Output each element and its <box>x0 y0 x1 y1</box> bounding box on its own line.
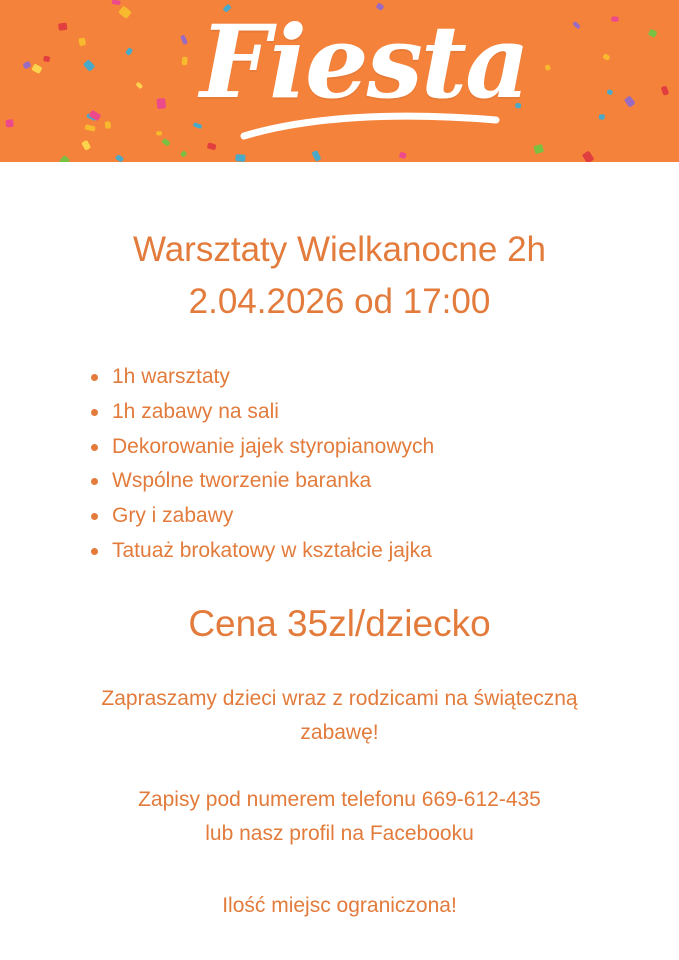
fiesta-logo <box>200 2 528 152</box>
confetti-piece <box>111 0 120 5</box>
bullet-icon <box>91 409 98 416</box>
confetti-piece <box>78 37 86 46</box>
confetti-piece <box>624 95 636 107</box>
features-list <box>88 360 434 569</box>
event-title: Warsztaty Wielkanocne 2h <box>132 230 547 269</box>
price-text: Cena 35zl/dziecko <box>188 603 491 644</box>
feature-text: Gry i zabawy <box>112 504 234 528</box>
confetti-piece <box>59 155 70 162</box>
confetti-piece <box>599 114 605 119</box>
bullet-icon <box>91 513 98 520</box>
list-item <box>88 464 434 499</box>
feature-text: 1h warsztaty <box>112 365 230 388</box>
signup-line-2: lub nasz profil na Facebooku <box>205 822 474 845</box>
list-item <box>88 360 434 395</box>
invite-line-1: Zapraszamy dzieci wraz z rodzicami na świąteczną <box>101 687 578 710</box>
bullet-icon <box>91 548 98 555</box>
confetti-piece <box>81 140 91 151</box>
logo-swash <box>240 106 500 146</box>
confetti-piece <box>105 121 112 129</box>
confetti-piece <box>31 63 42 74</box>
confetti-piece <box>399 152 407 159</box>
confetti-piece <box>533 144 544 154</box>
confetti-piece <box>544 64 551 71</box>
confetti-piece <box>611 16 619 21</box>
feature-text: 1h zabawy na sali <box>112 399 279 423</box>
confetti-piece <box>161 138 170 147</box>
confetti-piece <box>83 59 95 72</box>
list-item <box>88 395 434 430</box>
event-datetime: 2.04.2026 od 17:00 <box>188 282 491 321</box>
list-item <box>88 499 434 534</box>
confetti-piece <box>58 23 67 31</box>
confetti-piece <box>156 98 166 109</box>
logo-text: Fiesta <box>200 3 528 121</box>
confetti-piece <box>661 85 670 95</box>
confetti-piece <box>43 56 50 63</box>
confetti-piece <box>582 150 595 162</box>
confetti-piece <box>180 150 188 158</box>
limited-seats-notice: Ilość miejsc ograniczona! <box>222 894 457 917</box>
bullet-icon <box>91 374 98 381</box>
confetti-piece <box>156 131 162 135</box>
confetti-piece <box>602 53 610 61</box>
bullet-icon <box>91 478 98 485</box>
feature-text: Tatuaż brokatowy w kształcie jajka <box>112 538 432 562</box>
confetti-piece <box>84 124 95 132</box>
header-banner <box>0 0 679 162</box>
bullet-icon <box>91 444 98 451</box>
confetti-piece <box>115 154 124 162</box>
confetti-piece <box>606 89 613 96</box>
confetti-piece <box>135 82 143 90</box>
confetti-piece <box>88 110 101 121</box>
confetti-piece <box>22 61 31 70</box>
invite-line-2: zabawę! <box>300 721 379 744</box>
list-item <box>88 534 434 569</box>
feature-text: Wspólne tworzenie baranka <box>112 469 372 493</box>
invite-paragraph <box>40 682 639 750</box>
signup-line-1: Zapisy pod numerem telefonu 669-612-435 <box>138 788 541 811</box>
list-item <box>88 430 434 465</box>
confetti-piece <box>125 47 133 56</box>
confetti-piece <box>235 154 245 162</box>
confetti-piece <box>572 21 581 30</box>
confetti-piece <box>648 29 658 38</box>
feature-text: Dekorowanie jajek styropianowych <box>112 434 435 458</box>
signup-paragraph <box>40 783 639 851</box>
confetti-piece <box>5 119 14 128</box>
confetti-piece <box>118 6 132 20</box>
confetti-piece <box>182 57 188 66</box>
confetti-piece <box>180 34 188 45</box>
